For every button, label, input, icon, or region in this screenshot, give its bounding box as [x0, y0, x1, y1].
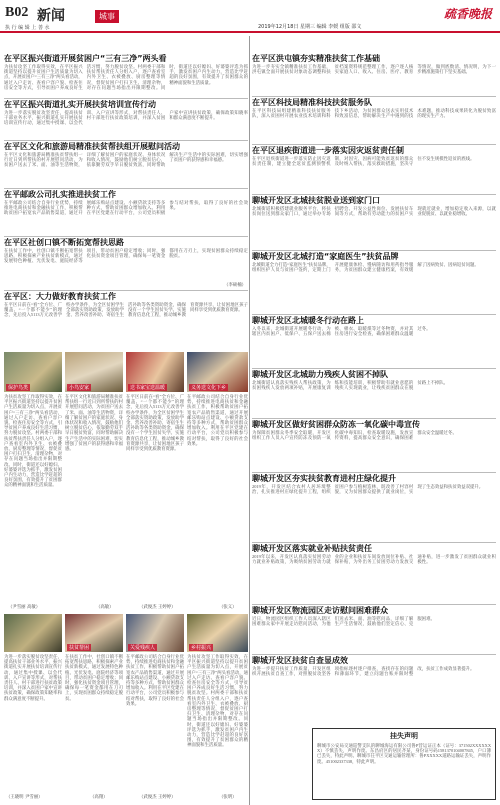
separator: [4, 188, 248, 189]
separator: [4, 98, 248, 99]
page-number: B02: [5, 5, 29, 20]
article-title: 聊城开发区夯实扶贫教育进村庄绿化提升: [252, 474, 396, 483]
article-title: 在平区：大力做好教育扶贫工作: [4, 292, 116, 301]
notice-title: 挂失声明: [390, 732, 418, 740]
section-badge: 城事: [95, 10, 119, 23]
article-body: 2019年以来，开发区认真落实贫困劳动力就业补贴政策，为吸纳贫困劳动力就业的企业和扶贫车间发放岗位补贴、社保补贴，为外出务工贫困劳动力发放交通补贴，进一步激发了贫困群众就业积极性。: [252, 554, 496, 565]
photo-story-6: 在扶贫工作中，社创口镇不断拓宽帮扶思路，积极探索产业扶贫新模式，通过发展特色种植、光伏发电、庭院经济等项目，带动贫困户稳定增收；同时，强化扶贫资金项目管理，确保每一笔资金都用在刀刃上，实现贫困群众持续稳定脱贫。: [65, 654, 123, 701]
photo-story-2: 在平区文化和旅游局精准扶贫帮扶组一行近日到所帮扶的村开展慰问活动，为贫困户送去了米、面、油等生活物资，详细了解贫困户的家庭状况、身体状况和收入情况，鼓励他们树立脱贫信心，依靠勤劳双手早日脱贫致富，同时帮助解决生产生活中的实际困难，切实增强了贫困户的获得感和幸福感。: [65, 394, 123, 452]
lost-notice-box: [312, 728, 496, 800]
article-right-3: [252, 146, 496, 192]
article-body: 为扶贫攻坚工作取得实效，在平区振兴街道坚持以提升贫困户生活质量为切入点，开展贫困户“三有三净”两头看活动，通过入户走访、查看户容户貌、检查住房安全等方式，引导贫困户养成良好生活习惯，努力脱贫攻坚。村两委干部和扶贫帮扶责任人分组入户，逐户查看室内外卫生、衣被叠放、厨房整理等情况，督促贫困户打扫卫生、清理杂物，对存在问题当场指出并限期整改。同时，街道还以好媳妇、好婆婆评选为抓手，激发贫困户内生动力，营造比学赶超的良好氛围，有效提升了贫困群众的精神面貌和生活质量。: [4, 64, 248, 90]
dateline: 2019年12月18日 星期三 编辑 李媛 组版 邵文: [258, 24, 362, 30]
photo-caption: 关爱残疾人: [130, 645, 156, 651]
section-name: 新闻: [37, 8, 65, 24]
masthead: [0, 0, 500, 34]
separator: [252, 418, 496, 419]
editors-line: 执 行 编 辑 上 善 水: [5, 25, 50, 31]
article-title: 在平邮政公司扎实推进扶贫工作: [4, 190, 116, 199]
separator: [252, 250, 496, 251]
article-title: 聊城开发区扶贫自查显成效: [252, 656, 348, 665]
article-right-5: [252, 252, 496, 312]
separator: [4, 236, 248, 237]
photo-story-8: 为扶贫攻坚工作取得实效，在平区振兴街道坚持以提升贫困户生活质量为切入点，开展贫困户“三有三净”两头看活动，通过入户走访、查看户容户貌、检查住房安全等方式，引导贫困户养成良好生活习惯，努力脱贫攻坚。村两委干部和扶贫帮扶责任人分组入户，逐户查看室内外卫生、衣被叠放、厨房整理等情况，督促贫困户打扫卫生、清理杂物，对存在问题当场指出并限期整改。同时，街道还以好媳妇、好婆婆评选为抓手，激发贫困户内生动力，营造比学赶超的良好氛围，有效提升了贫困群众的精神面貌和生活质量。: [187, 654, 248, 748]
photo-3: [126, 352, 184, 392]
article-left-5: [4, 238, 248, 288]
photo-author: （武俊杰 王婷婷）: [139, 605, 176, 610]
left-column: [4, 36, 248, 805]
separator: [252, 542, 496, 543]
article-left-4: [4, 190, 248, 234]
separator: [252, 368, 496, 369]
photo-caption: 送书家宝送温暖: [130, 385, 166, 391]
article-body: 为保障贫困群众冬季安全取暖，开发区组织工作人员入户宣传防冻及预防一氧化碳中毒知识，检查取暖设施，发放宣传资料，提高群众安全意识，确保困难群众安全温暖过冬。: [252, 430, 457, 441]
photo-story-4: 在平邮政公司结合自身行业优势，持续推进电商扶贫和金融扶贫工作，积极帮助贫困户拓宽农产品销售渠道，通过开展邮乐购站点建设、小额贷款支持等多种方式，帮助贫困群众增加收入。利用在平区党建在行动平台，公司党员积极参与结对帮扶，取得了良好的社会效果。: [187, 394, 248, 446]
photo-caption: 保护鸟类: [8, 385, 29, 391]
photo-4: [187, 352, 248, 392]
separator: [252, 314, 496, 315]
separator: [252, 604, 496, 605]
article-title: 在平区振兴街道扎实开展扶贫培训宣传行动: [4, 100, 156, 109]
article-title: 聊城开发区北城扶贫脱业送到家门口: [252, 196, 380, 205]
article-body: 近日，物流园区组织工作人员深入辖区困难群众家中开展走访慰问活动，为他们送去米、面、油等慰问品，详细了解生产生活情况，鼓励他们坚定信心、克服困难。: [252, 616, 435, 627]
photo-story-1: 为扶贫攻坚工作取得实效，在平区振兴街道坚持以提升贫困户生活质量为切入点，开展贫困户“三有三净”两头看活动，通过入户走访、查看户容户貌、检查住房安全等方式，引导贫困户养成良好生活习惯，努力脱贫攻坚。村两委干部和扶贫帮扶责任人分组入户，逐户查看室内外卫生、衣被叠放、厨房整理等情况，督促贫困户打扫卫生、清理杂物，对存在问题当场指出并限期整改。同时，街道还以好媳妇、好婆婆评选为抓手，激发贫困户内生动力，营造比学赶超的良好氛围，有效提升了贫困群众的精神面貌和生活质量。: [4, 394, 62, 488]
article-title: 聊城开发区北城打造“家庭医生”扶贫品牌: [252, 252, 399, 261]
article-title: 在平区社创口镇不断拓宽帮扶思路: [4, 238, 124, 247]
photo-caption: 义务送文化下乡: [191, 385, 227, 391]
article-left-6: [4, 292, 248, 348]
article-body: 北城街道积极搭建就业服务平台，将扶贫岗位送到群众家门口，通过举办专场招聘会、开发公益性岗位、发展扶贫车间等方式，帮助有劳动能力的贫困户实现就近就业，增加稳定收入来源，以就业促脱贫、以就业稳增收。: [252, 206, 496, 217]
separator: [4, 290, 248, 291]
article-right-8: [252, 420, 496, 470]
photo-author: （张明）: [219, 795, 237, 800]
article-title: 聊城开发区北城暖冬行动在路上: [252, 316, 364, 325]
article-body: 为进一步夯实全镇精准扶贫工作基础，洪屯镇全面开展扶贫对象动态调整和扶贫档案资料规范整理工作，逐户逐人核实家庭人口、收入、住房、医疗、教育等情况，做到底数清、情况明，为下一步精准施策打下坚实基础。: [252, 64, 496, 75]
article-body: 北城街道全力打造“家庭医生”扶贫品牌，组织医护人员与贫困户签约，定期上门开展健康体检、慢病随访和用药指导服务，为贫困群众建立健康档案，有效缓解了因病致贫、因病返贫问题。: [252, 262, 479, 273]
article-right-6: [252, 316, 496, 366]
article-body: 在平区日前在“看”全方位、广覆盖、“一个都不能少”的理念，先后投入5113万元改善学校办学条件，为全区贫困学生全部落实资助政策，发放助学金、营养改善补助、寄宿生生活补助等各类资助资金，确保没有一个学生因贫失学。实施教育信息化工程，推动城乡教育资源共享，让贫困地区孩子同样享受到优质教育资源。: [4, 302, 248, 318]
separator: [252, 472, 496, 473]
photo-author: （王晓明 尹雪丽）: [6, 795, 43, 800]
article-author: （李硕楠）: [224, 283, 246, 288]
photo-story-7: 在平邮政公司结合自身行业优势，持续推进电商扶贫和金融扶贫工作，积极帮助贫困户拓宽农产品销售渠道，通过开展邮乐购站点建设、小额贷款支持等多种方式，帮助贫困群众增加收入。利用在平区党建在行动平台，公司党员积极参与结对帮扶，取得了良好的社会效果。: [126, 654, 184, 706]
photo-caption: 乡村振兴: [191, 645, 212, 651]
article-body: 为进一步落实脱贫攻坚责任，提高扶贫干部业务水平，振兴街道扎实开展扶贫培训宣传行动，通过集中授课、以会代训、入户宣讲等形式，对帮扶责任人、村干部进行扶贫政策培训，并深入贫困户家中宣讲扶贫政策，确保政策知晓率和群众满意度不断提升。: [4, 110, 248, 126]
article-right-2: [252, 98, 496, 142]
article-body: 在平区科技局组建精准科技扶贫服务队，深入贫困村开展农业技术培训和科技下乡活动，为贫困群众送去实用技术和致富信息，帮助解决生产中遇到的技术难题，推动科技成果转化为脱贫致富的现实生产力。: [252, 108, 496, 119]
photo-caption: 小鸟安家: [69, 385, 90, 391]
newspaper-logo: 疏香晚报: [443, 7, 492, 21]
article-title: 聊城开发区北城助力残疾人贫困不掉队: [252, 370, 388, 379]
photo-author: （高翔）: [90, 795, 108, 800]
separator: [252, 96, 496, 97]
right-column: [252, 36, 496, 805]
separator: [4, 140, 248, 141]
article-title: 在平区文化和旅游局精准扶贫帮扶组开展慰问活动: [4, 142, 180, 151]
photo-6: [65, 614, 123, 652]
article-body: 在平区退疾街道进一步落实防止因灾返贫责任制，建立健全返贫监测预警机制，对因灾、因病可能致贫返贫的群众及时纳入帮扶，落实救助措施，坚决守住不发生规模性返贫的底线。: [252, 156, 475, 167]
article-right-9: [252, 474, 496, 540]
article-title: 在平区退疾街道进一步落实因灾返贫责任制: [252, 146, 404, 155]
article-body: 在平区文化和旅游局精准扶贫帮扶组一行近日到所帮扶的村开展慰问活动，为贫困户送去了米、面、油等生活物资，详细了解贫困户的家庭状况、身体状况和收入情况，鼓励他们树立脱贫信心，依靠勤劳双手早日脱贫致富，同时帮助解决生产生活中的实际困难，切实增强了贫困户的获得感和幸福感。: [4, 152, 248, 168]
article-left-3: [4, 142, 248, 186]
article-title: 聊城开发区落实就业补贴扶贫责任: [252, 544, 372, 553]
notice-body: 聊城市公安局交通巡警支队的聊城海运有限公司鲁P营运证正本（证号：371502XXXXXXX）不慎丢失，声明作废。东昌府区的居民齐某，身份证号码1581370104007845，户口簿已丢失，特此声明。聊城市茌平区交通运输管理所：鲁PXXXXX道路运输证丢失，声明作废。451002337338，特此声明。: [317, 743, 491, 764]
separator: [252, 654, 496, 655]
photo-1: [4, 352, 62, 392]
article-right-4: [252, 196, 496, 248]
photo-author: （武俊杰 王婷婷）: [139, 795, 176, 800]
article-title: 在平区洪屯镇夯实精准扶贫工作基础: [252, 54, 380, 63]
article-right-1: [252, 54, 496, 94]
photo-7: [126, 614, 184, 652]
article-body: 在平邮政公司结合自身行业优势，持续推进电商扶贫和金融扶贫工作，积极帮助贫困户拓宽农产品销售渠道，通过开展邮乐购站点建设、小额贷款支持等多种方式，帮助贫困群众增加收入。利用在平区党建在行动平台，公司党员积极参与结对帮扶，取得了良好的社会效果。: [4, 200, 248, 216]
article-title: 聊城开发区物流园区走访慰问困难群众: [252, 606, 388, 615]
photo-8: [187, 614, 248, 652]
separator: [252, 144, 496, 145]
article-right-12: [252, 656, 496, 722]
article-title: 聊城开发区做好贫困群众防冻一氧化碳中毒宣传: [252, 420, 420, 429]
article-body: 2019年，开发区结合农村人居环境整治，扎实推进村庄绿化提升工程，组织贫困户参与植树造林，既改善了村容村貌，又为贫困群众提供了就业岗位，实现了生态效益和扶贫效益双提升。: [252, 484, 484, 495]
separator: [252, 194, 496, 195]
article-body: 入冬以来，北城街道开展暖冬行动，为辖区内贫困户、低保户、五保户送去棉被、棉衣、取暖煤等过冬物资，并对其住房进行安全检查，确保困难群众温暖过冬。: [252, 326, 431, 337]
article-title: 在平区科技局精准科技扶贫服务队: [252, 98, 372, 107]
photo-caption: 扶贫帮困: [69, 645, 90, 651]
article-left-1: [4, 54, 248, 96]
article-body: 在扶贫工作中，社创口镇不断拓宽帮扶思路，积极探索产业扶贫新模式，通过发展特色种植、光伏发电、庭院经济等项目，带动贫困户稳定增收；同时，强化扶贫资金项目管理，确保每一笔资金都用在刀刃上，实现贫困群众持续稳定脱贫。: [4, 248, 248, 264]
photo-5: [4, 614, 62, 652]
header-rule: [0, 31, 500, 33]
article-right-11: [252, 606, 496, 652]
article-left-2: [4, 100, 248, 138]
article-body: 为进一步提升扶贫工作质量，开发区组织开展扶贫自查工作，对照脱贫攻坚各项指标逐村逐户排查，查找存在的问题和薄弱环节，建立问题台账并限时整改，扶贫工作成效显著提升。: [252, 666, 475, 677]
article-body: 北城街道认真落实残疾人帮扶政策，为贫困残疾人发放两项补贴，开展康复训练和技能培训，积极帮助有就业意愿的残疾人实现就业，让残疾贫困群众在脱贫路上不掉队。: [252, 380, 449, 391]
photo-story-5: 为进一步落实脱贫攻坚责任，提高扶贫干部业务水平，振兴街道扎实开展扶贫培训宣传行动，通过集中授课、以会代训、入户宣讲等形式，对帮扶责任人、村干部进行扶贫政策培训，并深入贫困户家中宣讲扶贫政策，确保政策知晓率和群众满意度不断提升。: [4, 654, 62, 701]
article-right-10: [252, 544, 496, 602]
column-divider: [249, 36, 250, 805]
photo-author: （尹雪丽 高敏）: [8, 605, 41, 610]
photo-story-3: 在平区日前在“看”全方位、广覆盖、“一个都不能少”的理念，先后投入5113万元改善学校办学条件，为全区贫困学生全部落实资助政策，发放助学金、营养改善补助、寄宿生生活补助等各类资助资金，确保没有一个学生因贫失学。实施教育信息化工程，推动城乡教育资源共享，让贫困地区孩子同样享受到优质教育资源。: [126, 394, 184, 452]
photo-2: [65, 352, 123, 392]
article-title: 在平区振兴街道开展贫困户“三有三净”两头看: [4, 54, 167, 63]
photo-author: （张义）: [219, 605, 237, 610]
photo-author: （高敏）: [96, 605, 114, 610]
article-right-7: [252, 370, 496, 416]
